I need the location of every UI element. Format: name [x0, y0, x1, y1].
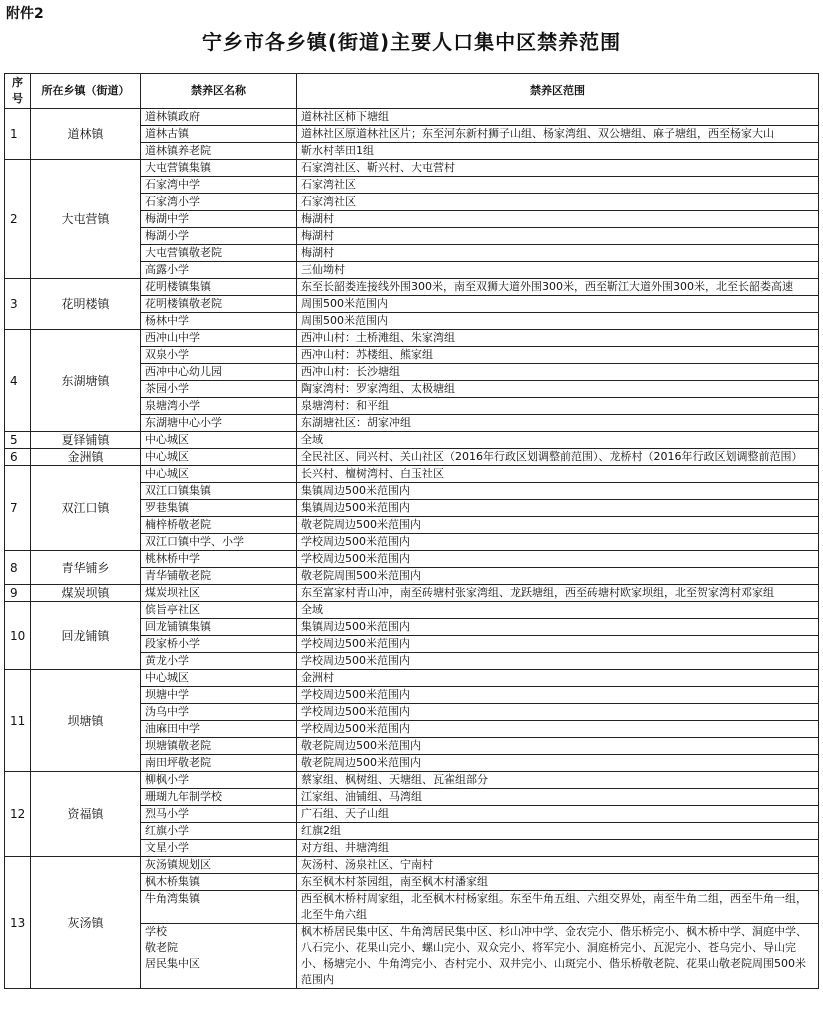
- town-cell: 道林镇: [31, 109, 141, 160]
- zone-range-cell: 对方组、井塘湾组: [297, 840, 819, 857]
- town-cell: 东湖塘镇: [31, 330, 141, 432]
- zone-name-cell: 东湖塘中心小学: [141, 415, 297, 432]
- zone-name-cell: 红旗小学: [141, 823, 297, 840]
- serial-number-cell: 1: [5, 109, 31, 160]
- table-row: [5, 551, 819, 568]
- zone-name-cell: 学校 敬老院 居民集中区: [141, 924, 297, 989]
- zone-name-cell: 油麻田中学: [141, 721, 297, 738]
- zone-name-cell: 青华铺敬老院: [141, 568, 297, 585]
- zone-range-cell: 敬老院周围500米范围内: [297, 568, 819, 585]
- table-row: [5, 279, 819, 296]
- zone-name-cell: 中心城区: [141, 466, 297, 483]
- zone-name-cell: 中心城区: [141, 449, 297, 466]
- zone-name-cell: 罗巷集镇: [141, 500, 297, 517]
- serial-number-cell: 6: [5, 449, 31, 466]
- town-cell: 夏铎铺镇: [31, 432, 141, 449]
- zone-range-cell: 全域: [297, 432, 819, 449]
- table-row: [5, 449, 819, 466]
- zone-range-cell: 东至富家村青山冲，南至砖塘村张家湾组、龙跃塘组，西至砖塘村欧家坝组，北至贺家湾村邓家组: [297, 585, 819, 602]
- zone-range-cell: 金洲村: [297, 670, 819, 687]
- zone-name-cell: 灰汤镇规划区: [141, 857, 297, 874]
- zone-range-cell: 学校周边500米范围内: [297, 551, 819, 568]
- table-row: [5, 330, 819, 347]
- town-cell: 煤炭坝镇: [31, 585, 141, 602]
- header-zone-name: 禁养区名称: [141, 74, 297, 109]
- serial-number-cell: 10: [5, 602, 31, 670]
- serial-number-cell: 4: [5, 330, 31, 432]
- zone-range-cell: 石家湾社区: [297, 177, 819, 194]
- zone-name-cell: 珊瑚九年制学校: [141, 789, 297, 806]
- zone-range-cell: 西冲山村：苏楼组、熊家组: [297, 347, 819, 364]
- zone-range-cell: 集镇周边500米范围内: [297, 619, 819, 636]
- table-row: [5, 466, 819, 483]
- zone-range-cell: 东至长韶娄连接线外围300米，南至双狮大道外围300米，西至靳江大道外围300米，北至长韶娄高速: [297, 279, 819, 296]
- zone-name-cell: 桃林桥中学: [141, 551, 297, 568]
- zone-name-cell: 双泉小学: [141, 347, 297, 364]
- serial-number-cell: 9: [5, 585, 31, 602]
- zone-range-cell: 靳水村莘田1组: [297, 143, 819, 160]
- town-cell: 资福镇: [31, 772, 141, 857]
- zone-name-cell: 双江口镇集镇: [141, 483, 297, 500]
- zone-range-cell: 泉塘湾村：和平组: [297, 398, 819, 415]
- zone-range-cell: 学校周边500米范围内: [297, 721, 819, 738]
- zone-name-cell: 道林古镇: [141, 126, 297, 143]
- serial-number-cell: 12: [5, 772, 31, 857]
- zone-name-cell: 煤炭坝社区: [141, 585, 297, 602]
- zone-range-cell: 东湖塘社区：胡家冲组: [297, 415, 819, 432]
- zone-range-cell: 红旗2组: [297, 823, 819, 840]
- zone-name-cell: 高露小学: [141, 262, 297, 279]
- table-row: [5, 109, 819, 126]
- serial-number-cell: 13: [5, 857, 31, 989]
- town-cell: 花明楼镇: [31, 279, 141, 330]
- zone-name-cell: 柳枫小学: [141, 772, 297, 789]
- zone-name-cell: 坝塘中学: [141, 687, 297, 704]
- zone-range-cell: 西冲山村：土桥滩组、朱家湾组: [297, 330, 819, 347]
- zone-range-cell: 广石组、天子山组: [297, 806, 819, 823]
- attachment-label: 附件2: [6, 6, 44, 22]
- zone-name-cell: 茶园小学: [141, 381, 297, 398]
- zone-range-cell: 陶家湾村：罗家湾组、太极塘组: [297, 381, 819, 398]
- zone-name-cell: 中心城区: [141, 670, 297, 687]
- zone-range-cell: 学校周边500米范围内: [297, 534, 819, 551]
- serial-number-cell: 2: [5, 160, 31, 279]
- table-row: [5, 602, 819, 619]
- serial-number-cell: 3: [5, 279, 31, 330]
- prohibition-zone-table: [4, 73, 819, 989]
- zone-name-cell: 楠梓桥敬老院: [141, 517, 297, 534]
- table-body: [5, 109, 819, 989]
- zone-name-cell: 杨林中学: [141, 313, 297, 330]
- zone-range-cell: 梅湖村: [297, 211, 819, 228]
- town-cell: 灰汤镇: [31, 857, 141, 989]
- zone-name-cell: 花明楼镇集镇: [141, 279, 297, 296]
- table-row: [5, 160, 819, 177]
- zone-range-cell: 灰汤村、汤泉社区、宁南村: [297, 857, 819, 874]
- zone-name-cell: 西冲中心幼儿园: [141, 364, 297, 381]
- zone-range-cell: 全民社区、同兴村、关山社区（2016年行政区划调整前范围）、龙桥村（2016年行政区划调整前范围）: [297, 449, 819, 466]
- table-row: [5, 670, 819, 687]
- zone-range-cell: 全域: [297, 602, 819, 619]
- zone-name-cell: 泉塘湾小学: [141, 398, 297, 415]
- table-row: [5, 857, 819, 874]
- page-title: 宁乡市各乡镇(街道)主要人口集中区禁养范围: [201, 30, 622, 54]
- zone-range-cell: 敬老院周边500米范围内: [297, 755, 819, 772]
- zone-range-cell: 学校周边500米范围内: [297, 636, 819, 653]
- zone-range-cell: 集镇周边500米范围内: [297, 483, 819, 500]
- zone-range-cell: 蔡家组、枫树组、天塘组、瓦雀组部分: [297, 772, 819, 789]
- zone-range-cell: 枫木桥居民集中区、牛角湾居民集中区、杉山冲中学、金农完小、偕乐桥完小、枫木桥中学、洞庭中学、八石完小、花果山完小、螺山完小、双众完小、将军完小、洞庭桥完小、瓦泥完小、苍乌完小、导山完小、杨塘完小、牛角湾完小、杏村完小、双井完小、山斑完小、偕乐桥敬老院、花果山敬老院周围500米范围内: [297, 924, 819, 989]
- zone-name-cell: 黄龙小学: [141, 653, 297, 670]
- zone-name-cell: 坝塘镇敬老院: [141, 738, 297, 755]
- zone-name-cell: 梅湖中学: [141, 211, 297, 228]
- zone-name-cell: 大屯营镇敬老院: [141, 245, 297, 262]
- town-cell: 双江口镇: [31, 466, 141, 551]
- header-town: 所在乡镇（街道）: [31, 74, 141, 109]
- zone-range-cell: 江家组、油铺组、马湾组: [297, 789, 819, 806]
- zone-name-cell: 石家湾中学: [141, 177, 297, 194]
- zone-range-cell: 周围500米范围内: [297, 313, 819, 330]
- zone-range-cell: 长兴村、檀树湾村、白玉社区: [297, 466, 819, 483]
- table-row: [5, 432, 819, 449]
- header-zone-range: 禁养区范围: [297, 74, 819, 109]
- serial-number-cell: 11: [5, 670, 31, 772]
- zone-range-cell: 三仙坳村: [297, 262, 819, 279]
- zone-range-cell: 学校周边500米范围内: [297, 653, 819, 670]
- zone-name-cell: 花明楼镇敬老院: [141, 296, 297, 313]
- town-cell: 青华铺乡: [31, 551, 141, 585]
- serial-number-cell: 7: [5, 466, 31, 551]
- zone-name-cell: 南田坪敬老院: [141, 755, 297, 772]
- zone-name-cell: 中心城区: [141, 432, 297, 449]
- zone-range-cell: 梅湖村: [297, 228, 819, 245]
- zone-name-cell: 段家桥小学: [141, 636, 297, 653]
- zone-name-cell: 沩乌中学: [141, 704, 297, 721]
- table-header-row: [5, 74, 819, 109]
- zone-name-cell: 牛角湾集镇: [141, 891, 297, 924]
- zone-name-cell: 傧旨亭社区: [141, 602, 297, 619]
- town-cell: 回龙铺镇: [31, 602, 141, 670]
- zone-range-cell: 梅湖村: [297, 245, 819, 262]
- zone-range-cell: 敬老院周边500米范围内: [297, 738, 819, 755]
- zone-range-cell: 敬老院周边500米范围内: [297, 517, 819, 534]
- zone-range-cell: 东至枫木村茶园组，南至枫木村潘家组: [297, 874, 819, 891]
- zone-range-cell: 道林社区柿下塘组: [297, 109, 819, 126]
- town-cell: 大屯营镇: [31, 160, 141, 279]
- zone-range-cell: 学校周边500米范围内: [297, 704, 819, 721]
- zone-name-cell: 梅湖小学: [141, 228, 297, 245]
- header-serial-no: 序号: [5, 74, 31, 109]
- zone-name-cell: 石家湾小学: [141, 194, 297, 211]
- zone-name-cell: 回龙铺镇集镇: [141, 619, 297, 636]
- zone-name-cell: 道林镇政府: [141, 109, 297, 126]
- town-cell: 坝塘镇: [31, 670, 141, 772]
- zone-name-cell: 道林镇养老院: [141, 143, 297, 160]
- zone-range-cell: 周围500米范围内: [297, 296, 819, 313]
- zone-name-cell: 大屯营镇集镇: [141, 160, 297, 177]
- zone-range-cell: 西至枫木桥村周家组，北至枫木村杨家组。东至牛角五组、六组交界处，南至牛角二组，西至牛角一组，北至牛角六组: [297, 891, 819, 924]
- zone-range-cell: 石家湾社区、靳兴村、大屯营村: [297, 160, 819, 177]
- zone-name-cell: 双江口镇中学、小学: [141, 534, 297, 551]
- zone-name-cell: 文星小学: [141, 840, 297, 857]
- serial-number-cell: 8: [5, 551, 31, 585]
- zone-range-cell: 西冲山村：长沙塘组: [297, 364, 819, 381]
- zone-name-cell: 烈马小学: [141, 806, 297, 823]
- zone-range-cell: 学校周边500米范围内: [297, 687, 819, 704]
- zone-range-cell: 道林社区原道林社区片；东至河东新村狮子山组、杨家湾组、双公塘组、麻子塘组，西至杨家大山: [297, 126, 819, 143]
- zone-name-cell: 西冲山中学: [141, 330, 297, 347]
- table-row: [5, 772, 819, 789]
- zone-range-cell: 集镇周边500米范围内: [297, 500, 819, 517]
- serial-number-cell: 5: [5, 432, 31, 449]
- town-cell: 金洲镇: [31, 449, 141, 466]
- zone-name-cell: 枫木桥集镇: [141, 874, 297, 891]
- zone-range-cell: 石家湾社区: [297, 194, 819, 211]
- table-row: [5, 585, 819, 602]
